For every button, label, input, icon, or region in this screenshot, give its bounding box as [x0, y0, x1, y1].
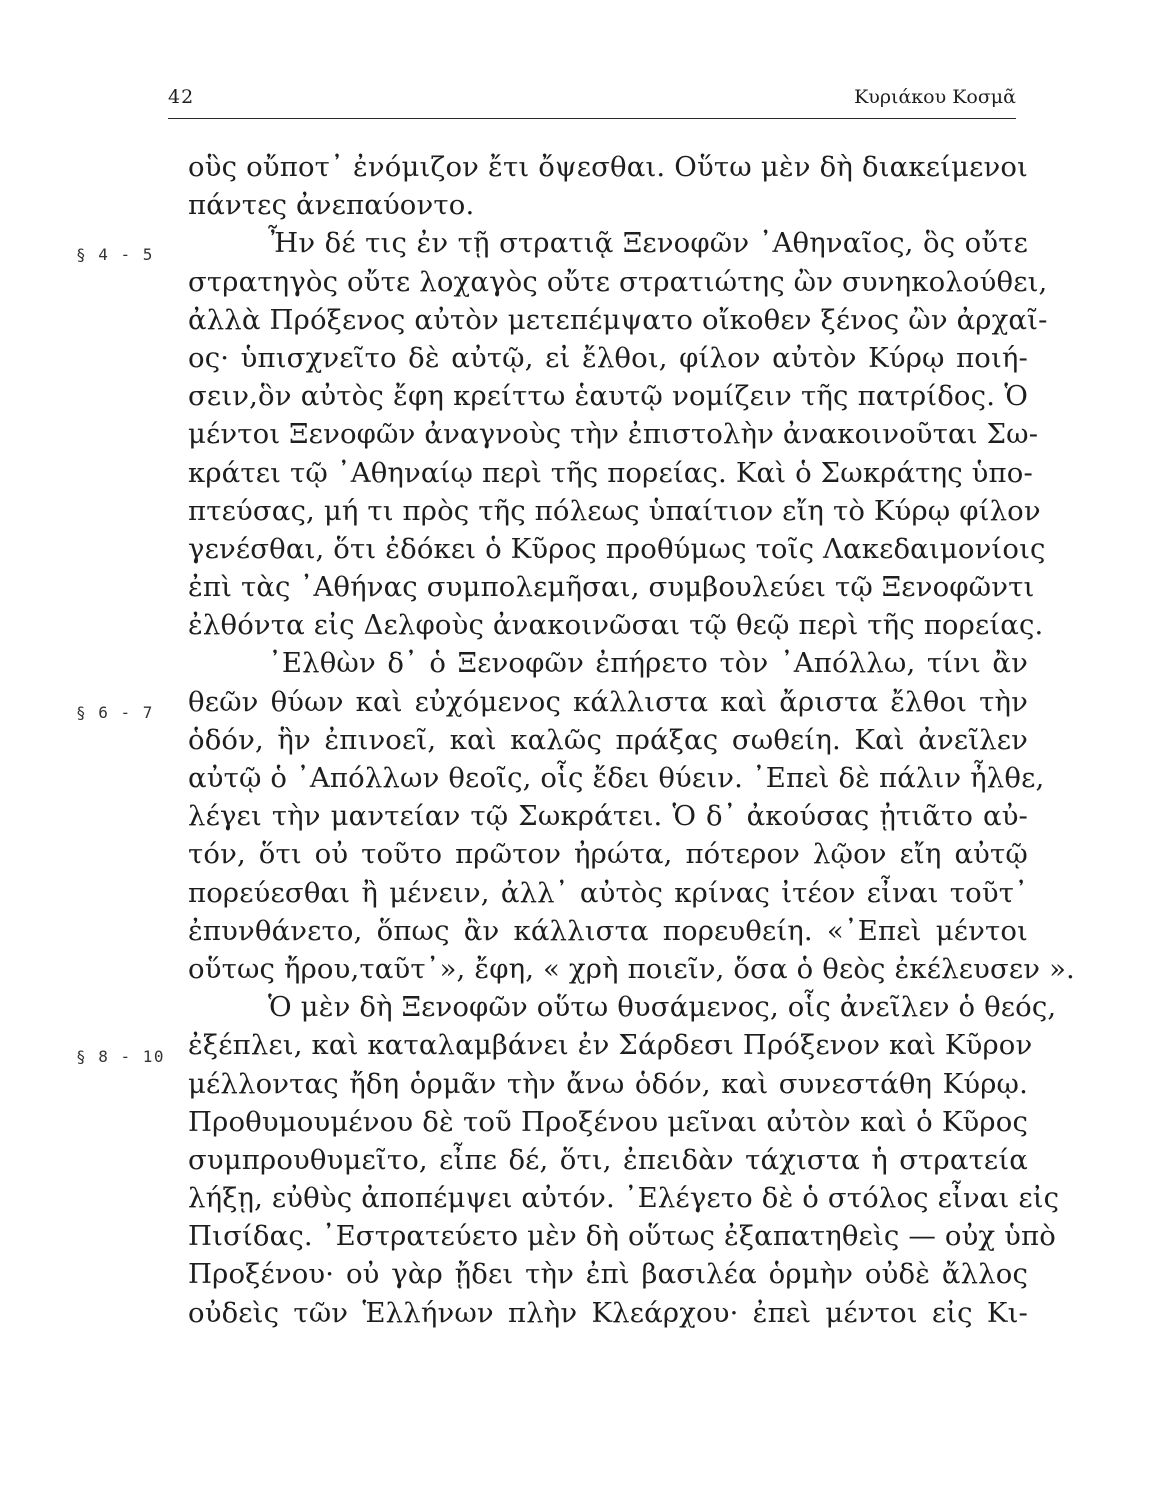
- text-line: μέντοι Ξενοφῶν ἀναγνοὺς τὴν ἐπιστολὴν ἀνακοινοῦται Σω-: [188, 418, 1039, 451]
- text-line: οὓς οὔποτ᾽ ἐνόμιζον ἔτι ὄψεσθαι. Οὕτω μὲν δὴ διακείμενοι: [188, 151, 1028, 183]
- text-line: γενέσθαι, ὅτι ἐδόκει ὁ Κῦρος προθύμως τοῖς Λακεδαιμονίοις: [188, 532, 1046, 565]
- text-line: πτεύσας, μή τι πρὸς τῆς πόλεως ὑπαίτιον εἴη τὸ Κύρῳ φίλον: [188, 494, 1041, 527]
- text-line: ἐπυνθάνετο, ὅπως ἂν κάλλιστα πορευθείη. «᾿Επεὶ μέντοι: [188, 914, 1028, 947]
- body-text: [188, 148, 1075, 1332]
- text-line: Ἦν δέ τις ἐν τῇ στρατιᾷ Ξενοφῶν ᾿Αθηναῖος, ὃς οὔτε: [268, 227, 1028, 260]
- text-line: ος· ὑπισχνεῖτο δὲ αὐτῷ, εἰ ἔλθοι, φίλον αὐτὸν Κύρῳ ποιή-: [188, 341, 1028, 374]
- page-header: [168, 84, 1016, 119]
- text-line: ὁδόν, ἣν ἐπινοεῖ, καὶ καλῶς πράξας σωθείη. Καὶ ἀνεῖλεν: [188, 723, 1028, 756]
- running-head: Κυριάκου Κοσμᾶ: [854, 86, 1016, 108]
- text-line: μέλλοντας ἤδη ὁρμᾶν τὴν ἄνω ὁδόν, καὶ συνεστάθη Κύρῳ.: [188, 1067, 1028, 1100]
- section-marker: § 6 - 7: [76, 703, 154, 722]
- text-line: Προθυμουμένου δὲ τοῦ Προξένου μεῖναι αὐτὸν καὶ ὁ Κῦρος: [188, 1105, 1028, 1138]
- text-line: σειν,ὃν αὐτὸς ἔφη κρείττω ἑαυτῷ νομίζειν τῆς πατρίδος. Ὁ: [188, 380, 1028, 413]
- text-line: ἐξέπλει, καὶ καταλαμβάνει ἐν Σάρδεσι Πρόξενον καὶ Κῦρον: [188, 1029, 1033, 1062]
- section-marker: § 4 - 5: [76, 245, 154, 264]
- section-marker: § 8 - 10: [76, 1047, 166, 1066]
- page-number: 42: [168, 86, 195, 108]
- text-line: ἐπὶ τὰς ᾿Αθήνας συμπολεμῆσαι, συμβουλεύει τῷ Ξενοφῶντι: [188, 571, 1035, 604]
- text-line: κράτει τῷ ᾿Αθηναίῳ περὶ τῆς πορείας. Καὶ ὁ Σωκράτης ὑπο-: [188, 456, 1033, 489]
- text-line: Προξένου· οὐ γὰρ ᾔδει τὴν ἐπὶ βασιλέα ὁρμὴν οὐδὲ ἄλλος: [188, 1258, 1028, 1291]
- text-line: λήξῃ, εὐθὺς ἀποπέμψει αὐτόν. ᾿Ελέγετο δὲ ὁ στόλος εἶναι εἰς: [188, 1182, 1060, 1215]
- text-line: θεῶν θύων καὶ εὐχόμενος κάλλιστα καὶ ἄριστα ἔλθοι τὴν: [188, 685, 1028, 718]
- text-line: λέγει τὴν μαντείαν τῷ Σωκράτει. Ὁ δ᾽ ἀκούσας ᾐτιᾶτο αὐ-: [188, 800, 1028, 833]
- text-line: ἀλλὰ Πρόξενος αὐτὸν μετεπέμψατο οἴκοθεν ξένος ὢν ἀρχαῖ-: [188, 303, 1048, 336]
- text-line: στρατηγὸς οὔτε λοχαγὸς οὔτε στρατιώτης ὢν συνηκολούθει,: [188, 265, 1048, 298]
- text-line: συμπρουθυμεῖτο, εἶπε δέ, ὅτι, ἐπειδὰν τάχιστα ἡ στρατεία: [188, 1143, 1028, 1176]
- text-line: αὐτῷ ὁ ᾿Απόλλων θεοῖς, οἷς ἔδει θύειν. ᾿Επεὶ δὲ πάλιν ἦλθε,: [188, 762, 1045, 794]
- text-line: ᾿Ελθὼν δ᾽ ὁ Ξενοφῶν ἐπήρετο τὸν ᾿Απόλλω, τίνι ἂν: [268, 647, 1028, 680]
- text-line: Πισίδας. ᾿Εστρατεύετο μὲν δὴ οὕτως ἐξαπατηθεὶς — οὐχ ὑπὸ: [188, 1220, 1056, 1253]
- text-line: τόν, ὅτι οὐ τοῦτο πρῶτον ἠρώτα, πότερον λῷον εἴη αὐτῷ: [188, 838, 1028, 871]
- text-line: πορεύεσθαι ἢ μένειν, ἀλλ᾽ αὐτὸς κρίνας ἰτέον εἶναι τοῦτ᾽: [188, 876, 1028, 909]
- text-line: οὐδεὶς τῶν Ἑλλήνων πλὴν Κλεάρχου· ἐπεὶ μέντοι εἰς Κι-: [188, 1296, 1028, 1329]
- text-line: οὕτως ἤρου,ταῦτ᾽», ἔφη, « χρὴ ποιεῖν, ὅσα ὁ θεὸς ἐκέλευσεν ».: [188, 952, 1075, 985]
- text-line: ἐλθόντα εἰς Δελφοὺς ἀνακοινῶσαι τῷ θεῷ περὶ τῆς πορείας.: [188, 609, 1044, 642]
- text-line: Ὁ μὲν δὴ Ξενοφῶν οὕτω θυσάμενος, οἷς ἀνεῖλεν ὁ θεός,: [268, 991, 1057, 1024]
- text-line: πάντες ἀνεπαύοντο.: [188, 189, 475, 222]
